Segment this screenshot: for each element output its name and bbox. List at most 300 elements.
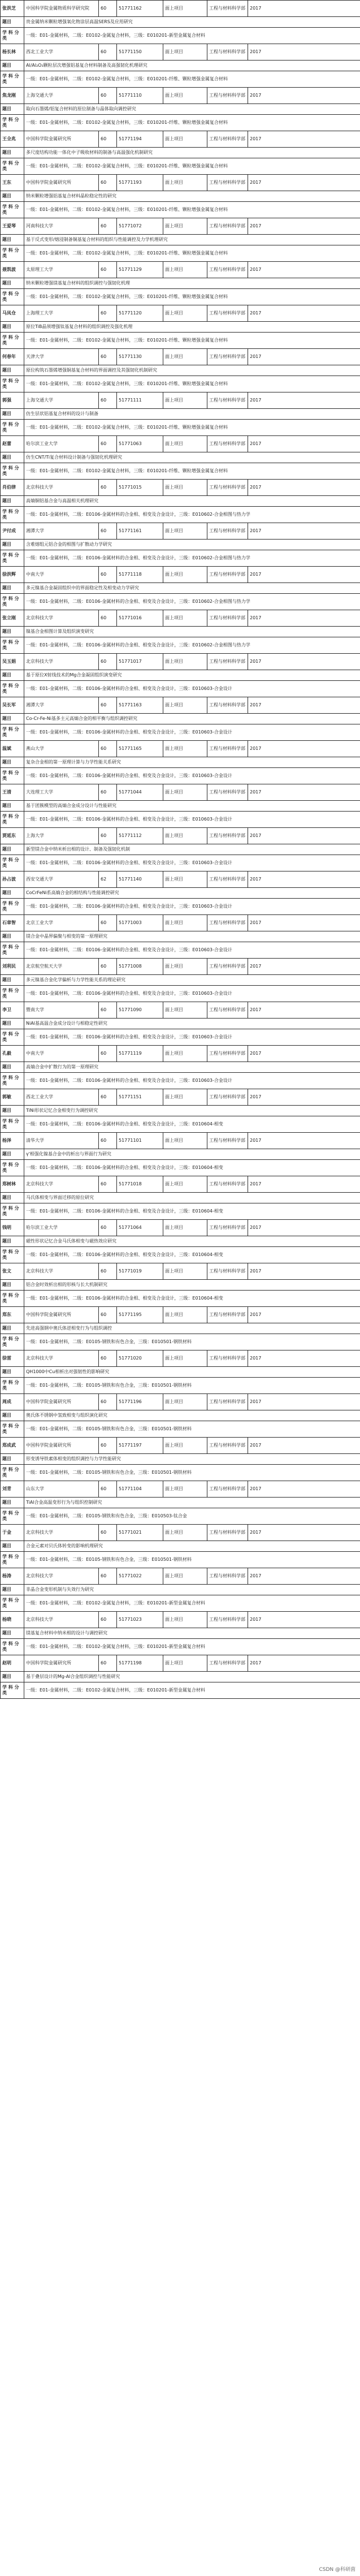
title-label: 题目 [1, 1062, 24, 1073]
project-category-row [1, 289, 360, 305]
project-year: 2017 [248, 1002, 360, 1019]
project-year: 2017 [248, 1525, 360, 1541]
project-year: 2017 [248, 1350, 360, 1367]
project-title-row [1, 1106, 360, 1116]
category-label: 学 科 分 类 [1, 1508, 24, 1525]
project-type: 面上项目 [163, 828, 207, 844]
project-title: 仿生层状铝基复合材料的设计与制备 [24, 409, 360, 420]
project-department: 工程与材料科学部 [207, 44, 248, 61]
project-organization: 中国科学院金属研究所 [24, 1655, 99, 1672]
project-amount: 60 [99, 480, 117, 496]
project-category-row [1, 1552, 360, 1568]
project-pi-name: 周成 [1, 1394, 24, 1410]
project-category-row [1, 376, 360, 392]
project-info-row [1, 654, 360, 670]
project-category: 一级：E01-金属材料，二级：E0106-金属材料的合金相、相变及合金设计，三级：E010603-合金设计 [24, 986, 360, 1002]
project-amount: 60 [99, 1525, 117, 1541]
project-title: 取向石墨烯/铝复合材料的原位制备与晶体取向调控研究 [24, 104, 360, 115]
category-label: 学 科 分 类 [1, 1378, 24, 1394]
project-pi-name: 何春年 [1, 349, 24, 365]
project-title: 非晶合金变形机制与失效行为研究 [24, 1585, 360, 1595]
project-department: 工程与材料科学部 [207, 88, 248, 104]
project-category-row [1, 681, 360, 697]
title-label: 题目 [1, 1672, 24, 1682]
project-organization: 太原理工大学 [24, 262, 99, 278]
project-title-row [1, 1454, 360, 1465]
project-amount: 60 [99, 741, 117, 757]
project-category-row [1, 724, 360, 741]
project-amount: 60 [99, 1, 117, 17]
project-title: 高熵合金中扩散行为的第一原理研究 [24, 1062, 360, 1073]
project-title: 多尺度结构功能一体化中子吸收材料的制备与高温强化机制研究 [24, 148, 360, 158]
project-category: 一级：E01-金属材料，二级：E0105-钢铁和有色合金，三级：E010501-钢铁材料 [24, 1421, 360, 1438]
grant-rows [1, 1, 360, 1699]
project-title: 磁性形状记忆合金马氏体相变与磁热效应研究 [24, 1236, 360, 1247]
category-label: 学 科 分 类 [1, 115, 24, 131]
project-department: 工程与材料科学部 [207, 131, 248, 148]
project-pi-name: 郑东 [1, 1307, 24, 1323]
project-year: 2017 [248, 915, 360, 931]
project-title: 含难熔组元铝合金的相图与扩散动力学研究 [24, 540, 360, 550]
project-amount: 60 [99, 436, 117, 452]
project-pi-name: 赵蕾 [1, 436, 24, 452]
project-info-row [1, 1307, 360, 1323]
project-title: 原位构筑石墨烯增强铜基复合材料的界面调控及其强韧化机制研究 [24, 365, 360, 376]
project-type: 面上项目 [163, 436, 207, 452]
project-info-row [1, 871, 360, 888]
project-info-row [1, 1438, 360, 1454]
project-code: 51771008 [117, 959, 163, 975]
project-category-row [1, 202, 360, 218]
project-department: 工程与材料科学部 [207, 1525, 248, 1541]
project-title-row [1, 844, 360, 855]
project-category-row [1, 1116, 360, 1133]
project-type: 面上项目 [163, 1002, 207, 1019]
category-label: 学 科 分 类 [1, 637, 24, 654]
project-category: 一级：E01-金属材料，二级：E0106-金属材料的合金相、相变及合金设计，三级：E010602-合金相图与热力学 [24, 594, 360, 610]
project-pi-name: 张立刚 [1, 610, 24, 627]
project-title-row [1, 1672, 360, 1682]
project-pi-name: 徐雷 [1, 1350, 24, 1367]
project-category-row [1, 158, 360, 175]
project-year: 2017 [248, 871, 360, 888]
project-title-row [1, 540, 360, 550]
project-type: 面上项目 [163, 1307, 207, 1323]
project-type: 面上项目 [163, 218, 207, 235]
project-title-row [1, 322, 360, 333]
title-label: 题目 [1, 540, 24, 550]
category-label: 学 科 分 类 [1, 1029, 24, 1046]
project-title-row [1, 801, 360, 812]
project-department: 工程与材料科学部 [207, 480, 248, 496]
project-category-row [1, 1682, 360, 1699]
project-info-row [1, 218, 360, 235]
project-category-row [1, 71, 360, 88]
project-amount: 60 [99, 88, 117, 104]
project-title-row [1, 1498, 360, 1508]
project-department: 工程与材料科学部 [207, 567, 248, 583]
project-department: 工程与材料科学部 [207, 1089, 248, 1106]
project-type: 面上项目 [163, 175, 207, 191]
project-pi-name: 王东 [1, 175, 24, 191]
project-year: 2017 [248, 828, 360, 844]
title-label: 题目 [1, 583, 24, 594]
project-type: 面上项目 [163, 654, 207, 670]
project-title-row [1, 757, 360, 768]
project-type: 面上项目 [163, 1089, 207, 1106]
project-type: 面上项目 [163, 1133, 207, 1149]
project-amount: 60 [99, 131, 117, 148]
project-info-row [1, 1525, 360, 1541]
title-label: 题目 [1, 714, 24, 724]
project-pi-name: 赵明 [1, 1655, 24, 1672]
project-organization: 上海交通大学 [24, 392, 99, 409]
project-department: 工程与材料科学部 [207, 1046, 248, 1062]
project-pi-name: 刘青 [1, 1481, 24, 1498]
project-pi-name: 杨涛 [1, 1568, 24, 1585]
project-type: 面上项目 [163, 523, 207, 540]
project-organization: 北京科技大学 [24, 610, 99, 627]
project-amount: 60 [99, 175, 117, 191]
project-category: 一级：E01-金属材料，二级：E0105-钢铁和有色合金，三级：E010501-钢铁材料 [24, 1334, 360, 1350]
project-department: 工程与材料科学部 [207, 915, 248, 931]
project-pi-name: 吴玉娟 [1, 654, 24, 670]
project-info-row [1, 1220, 360, 1236]
category-label: 学 科 分 类 [1, 899, 24, 915]
project-organization: 中南大学 [24, 1046, 99, 1062]
project-title-row [1, 409, 360, 420]
category-label: 学 科 分 类 [1, 202, 24, 218]
project-organization: 北京工业大学 [24, 915, 99, 931]
project-amount: 60 [99, 392, 117, 409]
project-year: 2017 [248, 349, 360, 365]
project-category: 一级：E01-金属材料，二级：E0102-金属复合材料，三级：E010201-纤维、颗粒增强金属复合材料 [24, 245, 360, 262]
project-type: 面上项目 [163, 1176, 207, 1193]
project-title-row [1, 17, 360, 28]
project-code: 51771072 [117, 218, 163, 235]
category-label: 学 科 分 类 [1, 594, 24, 610]
project-title: 形变诱导铁素体相变的组织调控与力学性能研究 [24, 1454, 360, 1465]
project-category-row [1, 463, 360, 480]
project-amount: 62 [99, 871, 117, 888]
project-amount: 60 [99, 1655, 117, 1672]
project-type: 面上项目 [163, 349, 207, 365]
project-organization: 中国科学院金属研究所 [24, 1438, 99, 1454]
project-pi-name: 钱明 [1, 1220, 24, 1236]
project-department: 工程与材料科学部 [207, 828, 248, 844]
project-department: 工程与材料科学部 [207, 959, 248, 975]
category-label: 学 科 分 类 [1, 550, 24, 567]
project-category-row [1, 1639, 360, 1655]
project-title-row [1, 583, 360, 594]
project-department: 工程与材料科学部 [207, 392, 248, 409]
project-amount: 60 [99, 610, 117, 627]
project-organization: 清华大学 [24, 1133, 99, 1149]
category-label: 学 科 分 类 [1, 724, 24, 741]
project-organization: 山东大学 [24, 1481, 99, 1498]
project-title: 贵金属纳米颗粒增强氧化物涂层高温SERS及应用研究 [24, 17, 360, 28]
project-title: NiAl基高温合金成分设计与相稳定性研究 [24, 1019, 360, 1029]
project-organization: 北京科技大学 [24, 1525, 99, 1541]
title-label: 题目 [1, 888, 24, 899]
project-title: TiNi形状记忆合金相变行为调控研究 [24, 1106, 360, 1116]
project-pi-name: 郭敏 [1, 1089, 24, 1106]
project-year: 2017 [248, 959, 360, 975]
project-info-row [1, 175, 360, 191]
project-title: 镁合金中晶界偏聚与相变的第一原理研究 [24, 931, 360, 942]
project-department: 工程与材料科学部 [207, 1, 248, 17]
project-pi-name: 刘利民 [1, 959, 24, 975]
project-department: 工程与材料科学部 [207, 654, 248, 670]
project-year: 2017 [248, 1612, 360, 1628]
project-info-row [1, 1394, 360, 1410]
project-category: 一级：E01-金属材料，二级：E0105-钢铁和有色合金，三级：E010501-钢铁材料 [24, 1465, 360, 1481]
project-type: 面上项目 [163, 1394, 207, 1410]
project-amount: 60 [99, 1481, 117, 1498]
project-info-row [1, 262, 360, 278]
category-label: 学 科 分 类 [1, 1465, 24, 1481]
project-pi-name: 孙占波 [1, 871, 24, 888]
project-type: 面上项目 [163, 871, 207, 888]
category-label: 学 科 分 类 [1, 1421, 24, 1438]
title-label: 题目 [1, 1106, 24, 1116]
project-category-row [1, 1029, 360, 1046]
project-category: 一级：E01-金属材料，二级：E0106-金属材料的合金相、相变及合金设计，三级：E010603-合金设计 [24, 768, 360, 784]
title-label: 题目 [1, 365, 24, 376]
project-category: 一级：E01-金属材料，二级：E0102-金属复合材料，三级：E010201-纤维、颗粒增强金属复合材料 [24, 115, 360, 131]
project-type: 面上项目 [163, 1481, 207, 1498]
category-label: 学 科 分 类 [1, 1682, 24, 1699]
category-label: 学 科 分 类 [1, 71, 24, 88]
project-organization: 北京科技大学 [24, 654, 99, 670]
title-label: 题目 [1, 1149, 24, 1160]
project-category-row [1, 507, 360, 523]
project-organization: 北京科技大学 [24, 1176, 99, 1193]
project-info-row [1, 959, 360, 975]
category-label: 学 科 分 类 [1, 1073, 24, 1089]
project-year: 2017 [248, 1438, 360, 1454]
project-organization: 北京科技大学 [24, 1263, 99, 1280]
project-category-row [1, 1291, 360, 1307]
project-amount: 60 [99, 1046, 117, 1062]
project-year: 2017 [248, 523, 360, 540]
project-category-row [1, 1508, 360, 1525]
title-label: 题目 [1, 452, 24, 463]
project-title: 奥氏体不锈钢中氢致相变与组织演化研究 [24, 1410, 360, 1421]
title-label: 题目 [1, 278, 24, 289]
project-title-row [1, 1367, 360, 1378]
project-code: 51771003 [117, 915, 163, 931]
project-year: 2017 [248, 1, 360, 17]
project-type: 面上项目 [163, 784, 207, 801]
category-label: 学 科 分 类 [1, 681, 24, 697]
project-info-row [1, 784, 360, 801]
project-organization: 中国科学院金属研究所 [24, 1394, 99, 1410]
project-category: 一级：E01-金属材料，二级：E0106-金属材料的合金相、相变及合金设计，三级：E010602-合金相图与热力学 [24, 637, 360, 654]
project-organization: 上海理工大学 [24, 305, 99, 322]
category-label: 学 科 分 类 [1, 1247, 24, 1263]
project-title: Al/Al₂O₃颗粒层次增强铝基复合材料制备及高强韧化机理研究 [24, 61, 360, 71]
project-organization: 哈尔滨工业大学 [24, 436, 99, 452]
project-category-row [1, 1334, 360, 1350]
project-category-row [1, 1160, 360, 1176]
title-label: 题目 [1, 1585, 24, 1595]
project-type: 面上项目 [163, 610, 207, 627]
category-label: 学 科 分 类 [1, 1595, 24, 1612]
project-info-row [1, 1002, 360, 1019]
project-pi-name: 张文 [1, 1263, 24, 1280]
project-type: 面上项目 [163, 305, 207, 322]
project-department: 工程与材料科学部 [207, 1350, 248, 1367]
project-year: 2017 [248, 392, 360, 409]
project-title-row [1, 278, 360, 289]
project-category: 一级：E01-金属材料，二级：E0102-金属复合材料，三级：E010201-纤维、颗粒增强金属复合材料 [24, 420, 360, 436]
project-info-row [1, 1176, 360, 1193]
project-pi-name: 孔毅 [1, 1046, 24, 1062]
project-department: 工程与材料科学部 [207, 1394, 248, 1410]
project-category-row [1, 986, 360, 1002]
project-code: 51771140 [117, 871, 163, 888]
project-pi-name: 马凤仓 [1, 305, 24, 322]
project-category: 一级：E01-金属材料，二级：E0106-金属材料的合金相、相变及合金设计，三级：E010604-相变 [24, 1160, 360, 1176]
project-category: 一级：E01-金属材料，二级：E0102-金属复合材料，三级：E010201-纤维、颗粒增强金属复合材料 [24, 333, 360, 349]
project-title: 多元镍基合金化学偏析与力学性能关系的理论研究 [24, 975, 360, 986]
project-info-row [1, 1263, 360, 1280]
project-amount: 60 [99, 1612, 117, 1628]
title-label: 题目 [1, 801, 24, 812]
category-label: 学 科 分 类 [1, 245, 24, 262]
project-organization: 上海大学 [24, 828, 99, 844]
project-amount: 60 [99, 523, 117, 540]
project-pi-name: 徐洪辉 [1, 567, 24, 583]
project-amount: 60 [99, 1263, 117, 1280]
project-amount: 60 [99, 349, 117, 365]
project-amount: 60 [99, 262, 117, 278]
project-info-row [1, 1612, 360, 1628]
project-code: 51771193 [117, 175, 163, 191]
project-year: 2017 [248, 1133, 360, 1149]
project-department: 工程与材料科学部 [207, 523, 248, 540]
project-type: 面上项目 [163, 1, 207, 17]
project-pi-name: 石章智 [1, 915, 24, 931]
project-type: 面上项目 [163, 567, 207, 583]
project-title: CoCrFeNi系高熵合金的相结构与性能调控研究 [24, 888, 360, 899]
project-title: γ'相强化镍基合金中的析出与界面行为研究 [24, 1149, 360, 1160]
project-category: 一级：E01-金属材料，二级：E0102-金属复合材料，三级：E010201-纤维、颗粒增强金属复合材料 [24, 202, 360, 218]
project-code: 51771016 [117, 610, 163, 627]
project-category-row [1, 333, 360, 349]
project-department: 工程与材料科学部 [207, 1655, 248, 1672]
project-organization: 西北工业大学 [24, 1089, 99, 1106]
project-organization: 北京科技大学 [24, 1568, 99, 1585]
project-title-row [1, 1149, 360, 1160]
project-category: 一级：E01-金属材料，二级：E0105-钢铁和有色合金，三级：E010501-钢铁材料 [24, 1552, 360, 1568]
title-label: 题目 [1, 104, 24, 115]
project-title-row [1, 61, 360, 71]
project-year: 2017 [248, 88, 360, 104]
project-category: 一级：E01-金属材料，二级：E0106-金属材料的合金相、相变及合金设计，三级：E010603-合金设计 [24, 899, 360, 915]
category-label: 学 科 分 类 [1, 158, 24, 175]
project-amount: 60 [99, 959, 117, 975]
project-category-row [1, 1203, 360, 1220]
project-pi-name: 聂凯波 [1, 262, 24, 278]
title-label: 题目 [1, 844, 24, 855]
category-label: 学 科 分 类 [1, 376, 24, 392]
project-title: 基于反式变形/熔浸制备铜基复合材料的组织与性能调控及力学机理研究 [24, 235, 360, 245]
project-pi-name: 杨泽 [1, 1133, 24, 1149]
project-title-row [1, 670, 360, 681]
project-type: 面上项目 [163, 1655, 207, 1672]
project-amount: 60 [99, 218, 117, 235]
project-year: 2017 [248, 131, 360, 148]
title-label: 题目 [1, 61, 24, 71]
project-code: 51771163 [117, 697, 163, 714]
project-info-row [1, 567, 360, 583]
category-label: 学 科 分 类 [1, 420, 24, 436]
project-category: 一级：E01-金属材料，二级：E0102-金属复合材料，三级：E010201-新型金属复合材料 [24, 1682, 360, 1699]
project-amount: 60 [99, 1568, 117, 1585]
project-info-row [1, 436, 360, 452]
project-category: 一级：E01-金属材料，二级：E0105-钢铁和有色合金，三级：E010503-钛合金 [24, 1508, 360, 1525]
project-category-row [1, 1421, 360, 1438]
project-category: 一级：E01-金属材料，二级：E0102-金属复合材料，三级：E010201-纤维、颗粒增强金属复合材料 [24, 463, 360, 480]
project-info-row [1, 1089, 360, 1106]
project-title: 新型镁合金中纳米析出相的设计、制备及强韧化机制 [24, 844, 360, 855]
title-label: 题目 [1, 17, 24, 28]
project-category: 一级：E01-金属材料，二级：E0102-金属复合材料，三级：E010201-新型金属复合材料 [24, 1595, 360, 1612]
project-type: 面上项目 [163, 44, 207, 61]
project-category-row [1, 1247, 360, 1263]
project-department: 工程与材料科学部 [207, 697, 248, 714]
project-year: 2017 [248, 436, 360, 452]
project-amount: 60 [99, 305, 117, 322]
project-code: 51771194 [117, 131, 163, 148]
project-title-row [1, 1410, 360, 1421]
project-title-row [1, 1193, 360, 1203]
project-year: 2017 [248, 1263, 360, 1280]
project-title-row [1, 452, 360, 463]
project-info-row [1, 828, 360, 844]
project-type: 面上项目 [163, 915, 207, 931]
project-year: 2017 [248, 175, 360, 191]
project-category-row [1, 245, 360, 262]
project-category-row [1, 115, 360, 131]
project-code: 51771063 [117, 436, 163, 452]
project-type: 面上项目 [163, 480, 207, 496]
project-amount: 60 [99, 915, 117, 931]
project-pi-name: 郑树林 [1, 1176, 24, 1193]
project-code: 51771064 [117, 1220, 163, 1236]
project-type: 面上项目 [163, 1263, 207, 1280]
title-label: 题目 [1, 975, 24, 986]
project-title: 原位TiB晶须增强钛基复合材料的组织调控及强化机理 [24, 322, 360, 333]
title-label: 题目 [1, 409, 24, 420]
project-department: 工程与材料科学部 [207, 741, 248, 757]
project-year: 2017 [248, 305, 360, 322]
project-code: 51771151 [117, 1089, 163, 1106]
project-type: 面上项目 [163, 262, 207, 278]
project-category-row [1, 550, 360, 567]
project-code: 51771021 [117, 1525, 163, 1541]
project-organization: 天津大学 [24, 349, 99, 365]
project-type: 面上项目 [163, 392, 207, 409]
project-info-row [1, 697, 360, 714]
project-pi-name: 杨晓 [1, 1612, 24, 1628]
title-label: 题目 [1, 670, 24, 681]
project-year: 2017 [248, 1176, 360, 1193]
title-label: 题目 [1, 1367, 24, 1378]
project-category: 一级：E01-金属材料，二级：E0106-金属材料的合金相、相变及合金设计，三级：E010602-合金相图与热力学 [24, 550, 360, 567]
